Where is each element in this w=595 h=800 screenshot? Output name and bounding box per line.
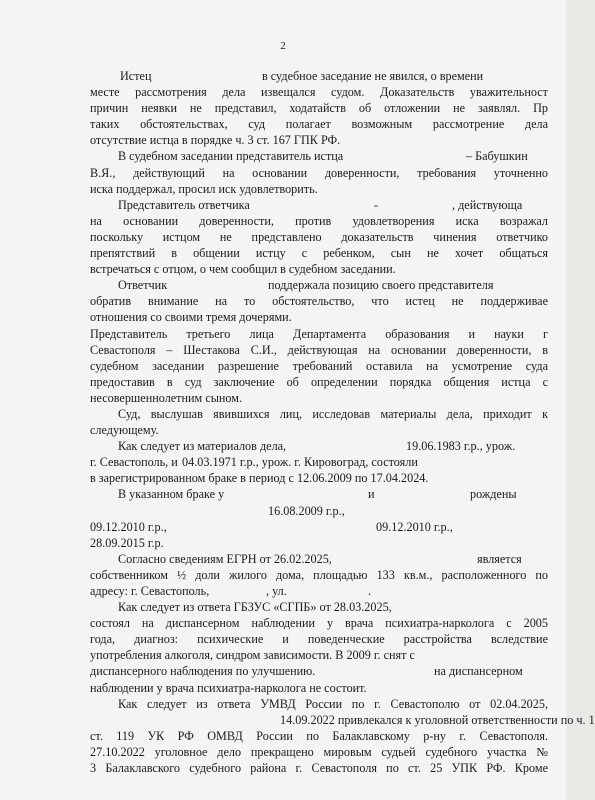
text-line [90, 374, 548, 390]
text-segment: на основании доверенности, против удовлетворения иска возражал [90, 213, 548, 228]
text-line [90, 631, 548, 647]
text-line [90, 390, 548, 406]
text-segment: , ул. [266, 584, 287, 598]
text-segment: поддержала позицию своего представителя [268, 278, 494, 293]
text-segment: поскольку истцом не представлено доказательств чинения ответчико [90, 229, 548, 244]
text-segment: состоял на диспансерном наблюдении у врача психиатра-нарколога с 2005 [90, 616, 548, 631]
text-segment: г. Севастополь, и [90, 455, 178, 470]
text-segment: 28.09.2015 г.р. [90, 535, 164, 550]
text-line [90, 438, 548, 454]
text-segment: месте рассмотрения дела извещался судом. Доказательств уважительност [90, 85, 548, 100]
text-segment: употребления алкоголя, синдром зависимости. В 2009 г. снят с [90, 648, 415, 663]
text-line [90, 229, 548, 245]
text-segment: препятствий в общении истцу с ребенком, сын не хочет общаться [90, 246, 548, 261]
text-segment: отсутствие истца в порядке ч. 3 ст. 167 ГПК РФ. [90, 133, 341, 148]
text-line [90, 454, 548, 470]
text-line [90, 293, 548, 309]
text-segment: 14.09.2022 привлекался к уголовной ответственности по ч. 1 [280, 712, 595, 727]
text-line [90, 116, 548, 132]
text-segment: ст. 119 УК РФ ОМВД России по Балаклавскому р-ну г. Севастополя. [90, 728, 548, 743]
text-line [90, 197, 548, 213]
text-segment: Севастополя – Шестакова С.И., действующая на основании доверенности, в [90, 342, 548, 357]
text-line [90, 100, 548, 116]
text-line [90, 680, 548, 696]
text-segment: . [368, 584, 372, 598]
text-segment: Как следует из ответа УМВД России по г. Севастополю от 02.04.2025, [118, 696, 548, 711]
text-line [90, 760, 548, 776]
text-segment: Как следует из материалов дела, [118, 439, 287, 454]
text-segment: 09.12.2010 г.р., [90, 519, 167, 534]
text-segment: В.Я., действующий на основании доверенности, требования уточненно [90, 165, 548, 180]
text-segment: Представитель третьего лица Департамента образования и науки г [90, 326, 548, 341]
text-segment: наблюдении у врача психиатра-нарколога не состоит. [90, 680, 367, 695]
text-line [90, 422, 548, 438]
text-segment: и [368, 487, 375, 502]
text-line [90, 68, 548, 84]
text-segment: 04.03.1971 г.р., урож. г. Кировоград, состояли [182, 455, 418, 470]
page-number: 2 [280, 40, 286, 52]
text-line [90, 84, 548, 100]
text-line [90, 245, 548, 261]
text-segment: обратив внимание на то обстоятельство, что истец не поддерживае [90, 294, 548, 309]
text-line [90, 165, 548, 181]
text-segment: встречаться с отцом, о чем сообщил в судебном заседании. [90, 262, 396, 277]
text-segment: 27.10.2022 уголовное дело прекращено мировым судьей судебного участка № [90, 744, 548, 759]
text-line [90, 583, 548, 599]
text-line [90, 342, 548, 358]
text-line [90, 261, 548, 277]
text-line [90, 551, 548, 567]
text-line [90, 213, 548, 229]
text-segment: года, диагноз: психические и поведенческие расстройства вследствие [90, 632, 548, 647]
text-segment: – Бабушкин [466, 149, 528, 164]
text-line [90, 696, 548, 712]
text-line [90, 503, 548, 519]
text-line [90, 406, 548, 422]
text-segment: Представитель ответчика [118, 197, 250, 212]
text-segment: Истец [120, 69, 152, 83]
text-line [90, 326, 548, 342]
text-line [90, 599, 548, 615]
text-segment: Ответчик [118, 278, 168, 293]
text-segment: в судебное заседание не явился, о времени [262, 69, 484, 83]
text-line [90, 567, 548, 583]
text-line [90, 309, 548, 325]
text-line [90, 277, 548, 293]
text-line [90, 132, 548, 148]
text-line [90, 519, 548, 535]
text-segment: собственником ½ доли жилого дома, площадью 133 кв.м., расположенного по [90, 567, 548, 582]
text-line [90, 470, 548, 486]
text-segment: 19.06.1983 г.р., урож. [406, 439, 516, 454]
text-segment: является [477, 551, 522, 566]
text-segment: причин неявки не представил, ходатайств об отложении не заявлял. Пр [90, 101, 548, 116]
text-segment: 09.12.2010 г.р., [376, 519, 453, 534]
text-segment: В указанном браке у [118, 487, 225, 502]
text-line [90, 615, 548, 631]
text-segment: таких обстоятельствах, суд полагает возможным рассмотрение дела [90, 117, 548, 132]
text-segment: 16.08.2009 г.р., [268, 503, 345, 518]
text-line [90, 712, 595, 728]
text-segment: Согласно сведениям ЕГРН от 26.02.2025, [118, 551, 332, 566]
text-line [90, 358, 548, 374]
text-segment: в зарегистрированном браке в период с 12.06.2009 по 17.04.2024. [90, 471, 429, 486]
text-line [90, 744, 548, 760]
text-segment: В судебном заседании представитель истца [118, 149, 344, 164]
text-segment: адресу: г. Севастополь, [90, 584, 210, 598]
text-line [90, 728, 548, 744]
text-line [90, 663, 548, 679]
text-line [90, 148, 548, 164]
text-line [90, 647, 548, 663]
document-body [90, 68, 595, 776]
text-segment: - [374, 197, 379, 212]
text-line [90, 181, 548, 197]
text-segment: , действующа [452, 197, 523, 212]
text-segment: отношения со своими тремя дочерями. [90, 310, 292, 325]
text-line [90, 486, 548, 502]
text-segment: следующему. [90, 423, 159, 438]
text-segment: рождены [470, 487, 517, 502]
text-segment: 3 Балаклавского судебного района г. Севастополя по ст. 25 УПК РФ. Кроме [90, 761, 548, 776]
text-segment: Суд, выслушав явившихся лиц, исследовав материалы дела, приходит к [118, 406, 548, 421]
text-segment: несовершеннолетним сыном. [90, 390, 243, 405]
text-segment: Как следует из ответа ГБЗУС «СГПБ» от 28.03.2025, [118, 600, 392, 615]
text-segment: предоставив в суд заключение об определении порядка общения истца с [90, 374, 548, 389]
text-segment: иска поддержал, просил иск удовлетворить. [90, 181, 318, 196]
text-line [90, 535, 548, 551]
text-segment: диспансерного наблюдения по улучшению. [90, 664, 316, 679]
text-segment: судебном заседании разрешение требований оставила на усмотрение суда [90, 358, 548, 373]
text-segment: на диспансерном [434, 664, 523, 679]
